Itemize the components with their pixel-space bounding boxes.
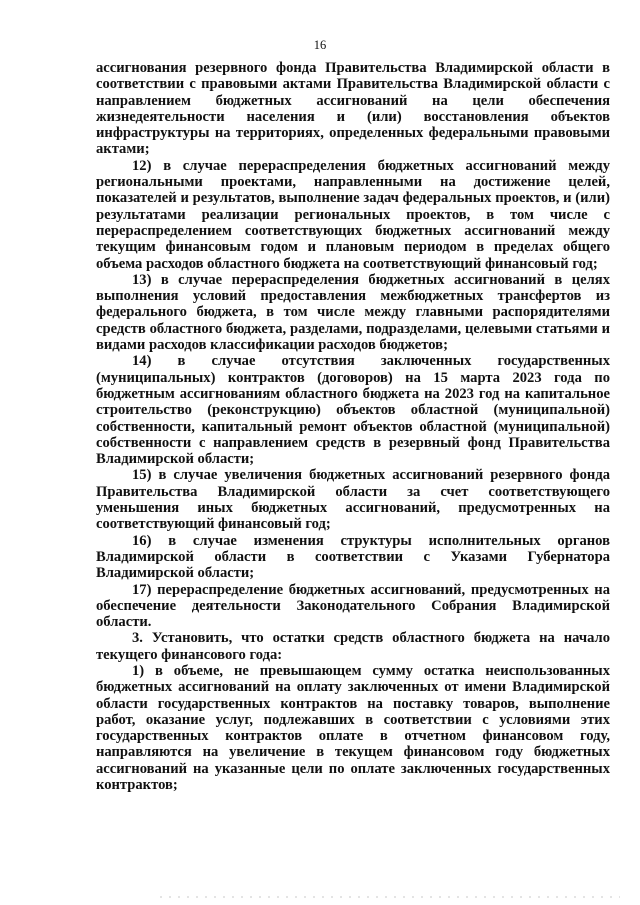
paragraph-item-13: 13) в случае перераспределения бюджетных ассигнований в целях выполнения условий предоставления межбюджетных трансфертов из федерального бюджета, в том числе между главными распорядителями средств областного бюджета, разделами, подразделами, целевыми статьями и видами расходов классификации расходов бюджетов; [96,271,610,354]
paragraph-item-15: 15) в случае увеличения бюджетных ассигнований резервного фонда Правительства Владимирской области за счет соответствующего уменьшения иных бюджетных ассигнований, предусмотренных на соответствующий финансовый год; [96,467,610,533]
paragraph-continuation: ассигнования резервного фонда Правительства Владимирской области в соответствии с правовыми актами Правительства Владимирской области с направлением бюджетных ассигнований на цели обеспечения жизнедеятельности населения и (или) восстановления объектов инфраструктуры на территориях, определенных федеральными правовыми актами; [96,60,610,158]
page-number: 16 [313,38,327,52]
paragraph-item-17: 17) перераспределение бюджетных ассигнований, предусмотренных на обеспечение деятельности Законодательного Собрания Владимирской области. [96,581,610,631]
paragraph-item-14: 14) в случае отсутствия заключенных государственных (муниципальных) контрактов (договоров) на 15 марта 2023 года по бюджетным ассигнованиям областного бюджета на 2023 год на капитальное строительство (реконструкцию) объектов областной (муниципальной) собственности, капитальный ремонт объектов областной (муниципальной) собственности с направлением средств в резервный фонд Правительства Владимирской области; [96,353,610,468]
document-body [96,60,610,793]
scan-artifact-line [160,896,620,898]
paragraph-section-3-item-1: 1) в объеме, не превышающем сумму остатка неиспользованных бюджетных ассигнований на оплату заключенных от имени Владимирской области государственных контрактов на поставку товаров, выполнение работ, оказание услуг, подлежавших в соответствии с условиями этих государственных контрактов оплате в отчетном финансовом году, направляются на увеличение в текущем финансовом году бюджетных ассигнований на указанные цели по оплате заключенных государственных контрактов; [96,662,610,794]
paragraph-item-12: 12) в случае перераспределения бюджетных ассигнований между региональными проектами, направленными на достижение целей, показателей и результатов, выполнение задач федеральных проектов, и (или) результатами реализации региональных проектов, в том числе с перераспределением соответствующих бюджетных ассигнований между текущим финансовым годом и плановым периодом в пределах общего объема расходов областного бюджета на соответствующий финансовый год; [96,157,610,272]
paragraph-item-16: 16) в случае изменения структуры исполнительных органов Владимирской области в соответствии с Указами Губернатора Владимирской области; [96,532,610,582]
paragraph-section-3: 3. Установить, что остатки средств областного бюджета на начало текущего финансового года: [96,630,610,663]
